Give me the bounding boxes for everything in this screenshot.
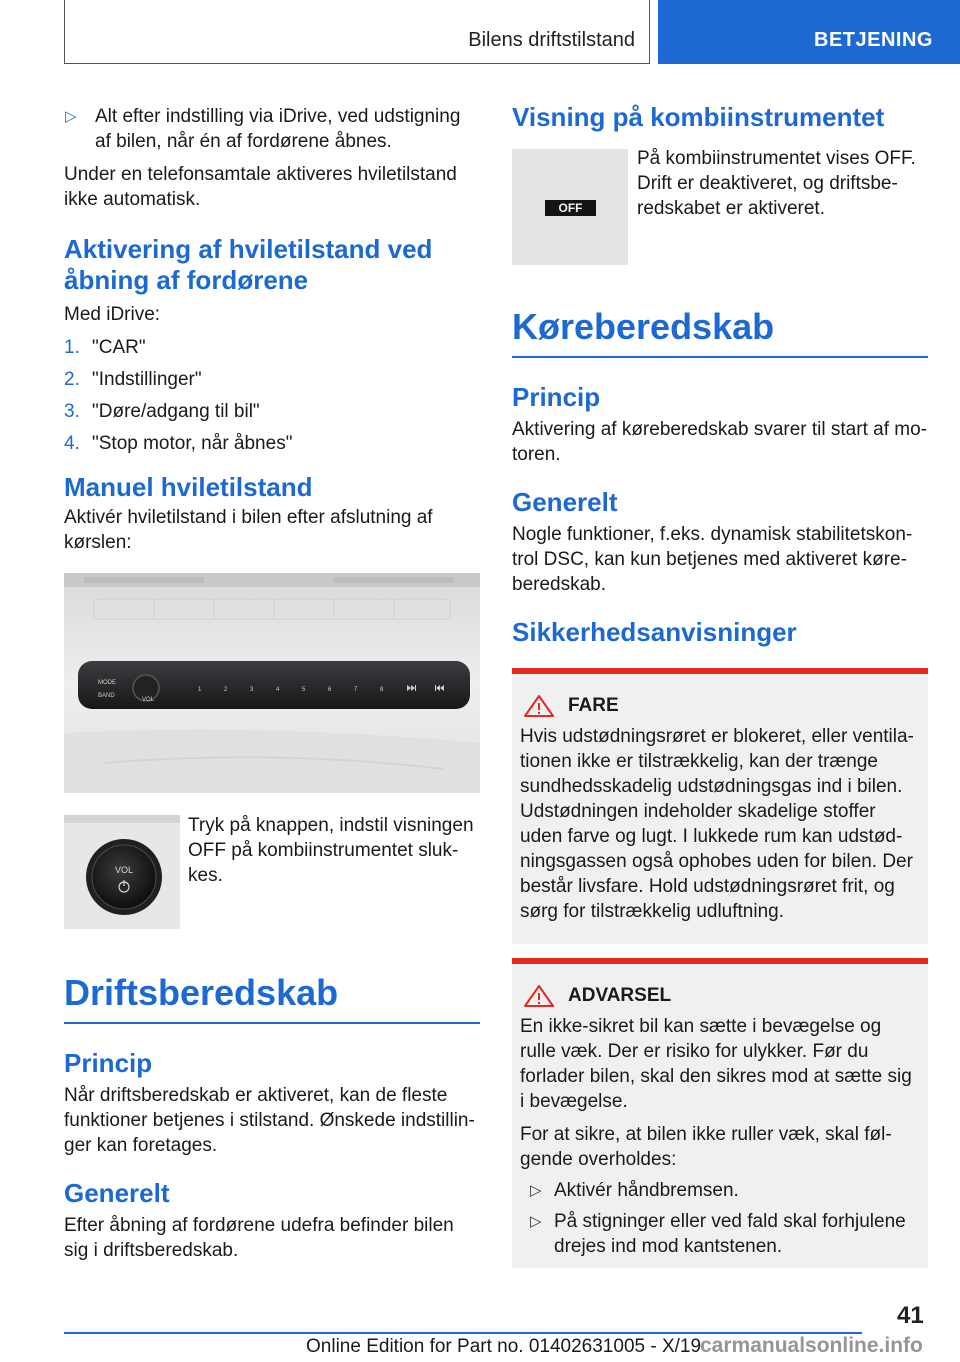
header-section-title: Bilens driftstilstand [468,29,635,51]
intro-bullet [64,104,480,154]
warning-header [520,694,920,718]
panel-preset-label: 7 [354,687,358,693]
list-item: 4. "Stop motor, når åbnes" [64,433,293,454]
intro-text: Under en telefonsamtale aktiveres hviletilstand ikke automatisk. [64,164,457,210]
warning-header [520,984,920,1008]
triangle-bullet-icon: ▷ [65,108,77,125]
warning-title: FARE [568,694,619,716]
triangle-bullet-icon: ▷ [530,1181,542,1199]
generelt-right-text: Nogle funktioner, f.eks. dynamisk stabilitetskontrol DSC, kan kun betjenes med aktiveret køreberedskab. [512,523,913,595]
off-indicator: OFF [545,200,596,216]
heading-aktivering: Aktivering af hviletilstand ved åbning af fordørene [64,234,433,295]
knob-row [64,815,480,933]
panel-preset-label: 3 [250,687,254,693]
list-item: 1. "CAR" [64,337,146,358]
heading-generelt-left: Generelt [64,1177,170,1208]
warning-text: Hvis udstødningsrøret er blokeret, eller ventilationen ikke er tilstrækkelig, kan der trænge sundhedsskadelig udstødningsgas ind i bilen. Udstødningen indeholder skadelige stoffer uden farve og lugt. I lukkede rum kan udstødningsgassen også ophobes uden for bilen. Der består livsfare. Hold udstødningsrøret frit, og sørg for tilstrækkelig udluftning. [520,725,914,922]
panel-preset-label: 2 [224,687,228,693]
med-idrive-text: Med iDrive: [64,304,161,325]
heading-manuel: Manuel hviletilstand [64,472,313,502]
intro-bullet-text: Alt efter indstilling via iDrive, ved udstigning af bilen, når én af fordørene åbnes. [95,106,461,152]
heading-koreberedskab: Køreberedskab [512,306,775,347]
header-chapter-title: BETJENING [814,29,933,51]
warning-box-advarsel [512,958,928,1268]
heading-visning: Visning på kombiinstrumentet [512,102,885,132]
panel-preset-label: 1 [198,687,202,693]
radio-panel-image [64,573,480,793]
warning-box-fare [512,668,928,944]
heading-rule [64,1022,480,1024]
panel-preset-label: 8 [380,687,384,693]
princip-right-text: Aktivering af køreberedskab svarer til start af motoren. [512,418,927,465]
knob-vol-label: VOL [114,865,134,875]
off-display-image [512,149,628,265]
warning-bullet: ▷ På stigninger eller ved fald skal forhjulene drejes ind mod kantstenen. [530,1210,906,1257]
footer-edition: Online Edition for Part no. 01402631005 - X/19 [306,1336,702,1357]
list-item: 2. "Indstillinger" [64,369,202,390]
triangle-bullet-icon: ▷ [530,1212,542,1230]
warning-title: ADVARSEL [568,984,672,1006]
generelt-left-text: Efter åbning af fordørene udefra befinder bilen sig i driftsberedskab. [64,1214,454,1261]
panel-preset-label: 5 [302,687,306,693]
list-item: 3. "Døre/adgang til bil" [64,401,260,422]
page-number: 41 [897,1302,924,1329]
warning-triangle-icon [522,694,556,718]
header-section-box [64,0,650,64]
heading-princip-right: Princip [512,381,601,412]
panel-mode-label: MODE [98,680,116,686]
knob-instruction-text: Tryk på knappen, indstil visningen OFF på kombiinstrumentet slukkes. [188,815,474,886]
heading-rule [512,356,928,358]
panel-preset-label: 6 [328,687,332,693]
manuel-text: Aktivér hviletilstand i bilen efter afslutning af kørslen: [64,507,433,553]
steps-list [64,335,480,456]
left-column [64,98,480,1263]
warning-bullet: ▷ Aktivér håndbremsen. [530,1179,739,1201]
right-column [512,98,928,1268]
heading-princip-left: Princip [64,1047,153,1078]
warning-text-2: For at sikre, at bilen ikke ruller væk, skal følgende overholdes: [520,1123,892,1170]
watermark: carmanualsonline.info [700,1334,923,1357]
panel-band-label: BAND [98,693,115,699]
vol-knob-image [64,815,180,929]
heading-generelt-right: Generelt [512,486,618,517]
warning-text-1: En ikke-sikret bil kan sætte i bevægelse og rulle væk. Der er risiko for ulykker. Før du forlader bilen, skal den sikres mod at sætte sig i bevægelse. [520,1015,912,1112]
radio-panel-illustration [64,573,480,793]
header-chapter-tab [658,0,960,64]
heading-sikkerhed: Sikkerhedsanvisninger [512,616,797,647]
off-display-row [512,149,928,267]
visning-text: På kombiinstrumentet vises OFF. Drift er deaktiveret, og driftsberedskabet er aktiveret. [637,148,916,219]
panel-preset-label: 4 [276,687,280,693]
warning-triangle-icon [522,984,556,1008]
princip-left-text: Når driftsberedskab er aktiveret, kan de fleste funktioner betjenes i stilstand. Ønskede indstillinger kan foretages. [64,1084,475,1156]
heading-driftsberedskab: Driftsberedskab [64,972,339,1013]
panel-vol-label: VOL [142,697,155,703]
vol-knob-illustration [64,815,180,929]
